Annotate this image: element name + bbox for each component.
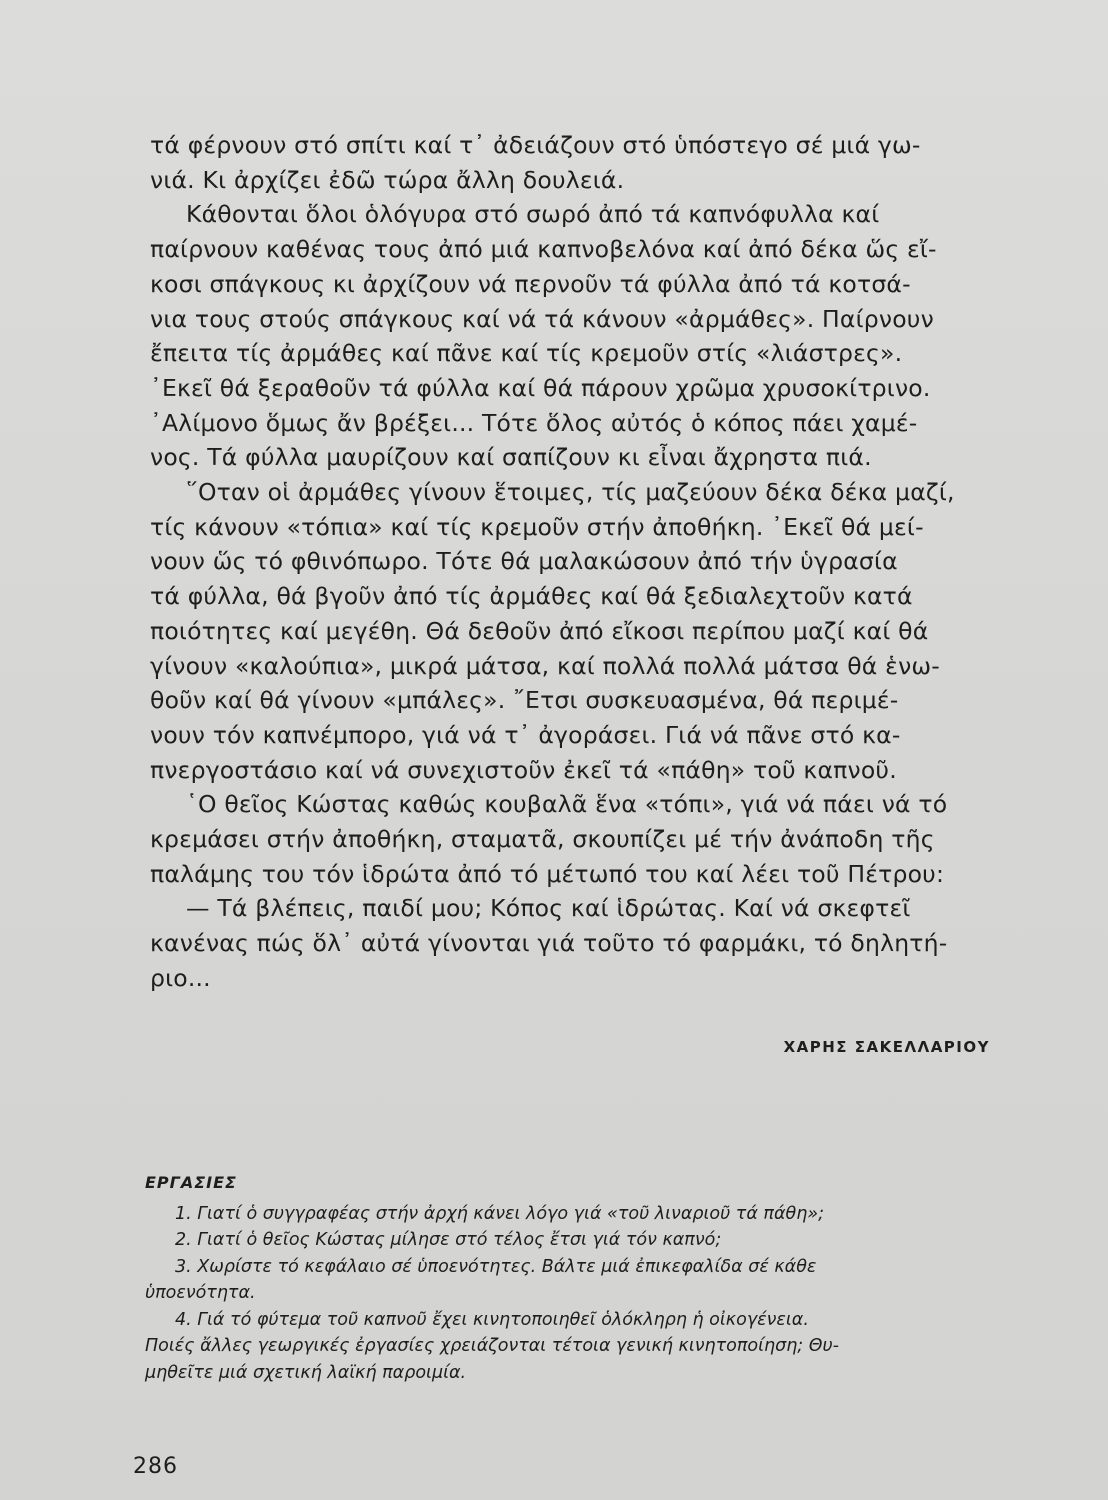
- exercise-line: 4. Γιά τό φύτεμα τοῦ καπνοῦ ἔχει κινητοποιηθεῖ ὁλόκληρη ἡ οἰκογένεια.: [175, 1309, 809, 1330]
- text-line: ριο...: [150, 963, 211, 992]
- text-line: Κάθονται ὅλοι ὁλόγυρα στό σωρό ἀπό τά καπνόφυλλα καί: [186, 200, 880, 229]
- author-signature: ΧΑΡΗΣ ΣΑΚΕΛΛΑΡΙΟΥ: [783, 1038, 990, 1056]
- text-line: ἔπειτα τίς ἀρμάθες καί πᾶνε καί τίς κρεμοῦν στίς «λιάστρες».: [150, 339, 903, 368]
- text-line: πνεργοστάσιο καί νά συνεχιστοῦν ἐκεῖ τά «πάθη» τοῦ καπνοῦ.: [150, 755, 897, 784]
- exercise-item: [145, 1201, 995, 1228]
- text-line: ῾Ο θεῖος Κώστας καθώς κουβαλᾶ ἕνα «τόπι», γιά νά πάει νά τό: [186, 790, 948, 819]
- text-line: παλάμης του τόν ἱδρώτα ἀπό τό μέτωπό του καί λέει τοῦ Πέτρου:: [150, 859, 945, 888]
- exercise-line: 1. Γιατί ὁ συγγραφέας στήν ἀρχή κάνει λόγο γιά «τοῦ λιναριοῦ τά πάθη»;: [175, 1203, 824, 1224]
- exercises-section: [145, 1170, 995, 1386]
- exercise-line: 3. Χωρίστε τό κεφάλαιο σέ ὑποενότητες. Βάλτε μιά ἐπικεφαλίδα σέ κάθε: [175, 1256, 817, 1277]
- exercises-title: ΕΡΓΑΣΙΕΣ: [145, 1173, 237, 1192]
- paragraph: [150, 128, 996, 197]
- text-line: κρεμάσει στήν ἀποθήκη, σταματᾶ, σκουπίζει μέ τήν ἀνάποδη τῆς: [150, 825, 935, 854]
- text-line: νια τους στούς σπάγκους καί νά τά κάνουν «ἀρμάθες». Παίρνουν: [150, 304, 934, 333]
- text-line: κανένας πώς ὅλ᾽ αὐτά γίνονται γιά τοῦτο τό φαρμάκι, τό δηλητή-: [150, 929, 948, 958]
- paragraph: [150, 787, 996, 891]
- text-line: νουν ὥς τό φθινόπωρο. Τότε θά μαλακώσουν ἀπό τήν ὑγρασία: [150, 547, 898, 576]
- text-line: τίς κάνουν «τόπια» καί τίς κρεμοῦν στήν ἀποθήκη. ᾽Εκεῖ θά μεί-: [150, 512, 924, 541]
- text-line: νιά. Κι ἀρχίζει ἐδῶ τώρα ἄλλη δουλειά.: [150, 165, 625, 194]
- exercise-item: [145, 1307, 995, 1387]
- text-line: ᾽Εκεῖ θά ξεραθοῦν τά φύλλα καί θά πάρουν χρῶμα χρυσοκίτρινο.: [150, 373, 931, 402]
- text-line: γίνουν «καλούπια», μικρά μάτσα, καί πολλά πολλά μάτσα θά ἑνω-: [150, 651, 940, 680]
- text-line: τά φέρνουν στό σπίτι καί τ᾽ ἀδειάζουν στό ὑπόστεγο σέ μιά γω-: [150, 131, 921, 159]
- exercise-line: Ποιές ἄλλες γεωργικές ἐργασίες χρειάζονται τέτοια γενική κινητοποίηση; Θυ-: [145, 1336, 839, 1356]
- text-line: ῞Οταν οἱ ἀρμάθες γίνουν ἕτοιμες, τίς μαζεύουν δέκα δέκα μαζί,: [186, 478, 955, 507]
- text-line: θοῦν καί θά γίνουν «μπάλες». ῎Ετσι συσκευασμένα, θά περιμέ-: [150, 686, 899, 715]
- text-line: παίρνουν καθένας τους ἀπό μιά καπνοβελόνα καί ἀπό δέκα ὥς εἴ-: [150, 235, 937, 264]
- text-line: — Τά βλέπεις, παιδί μου; Κόπος καί ἱδρώτας. Καί νά σκεφτεῖ: [186, 894, 911, 923]
- exercise-item: [145, 1227, 995, 1254]
- story-text: [150, 128, 996, 996]
- exercise-line: μηθεῖτε μιά σχετική λαϊκή παροιμία.: [145, 1362, 467, 1383]
- exercise-line: 2. Γιατί ὁ θεῖος Κώστας μίλησε στό τέλος ἔτσι γιά τόν καπνό;: [175, 1230, 722, 1250]
- paragraph: [150, 197, 996, 475]
- text-line: νος. Τά φύλλα μαυρίζουν καί σαπίζουν κι εἶναι ἄχρηστα πιά.: [150, 443, 872, 472]
- text-line: κοσι σπάγκους κι ἀρχίζουν νά περνοῦν τά φύλλα ἀπό τά κοτσά-: [150, 269, 911, 298]
- text-line: τά φύλλα, θά βγοῦν ἀπό τίς ἀρμάθες καί θά ξεδιαλεχτοῦν κατά: [150, 582, 913, 611]
- paragraph: [150, 475, 996, 787]
- exercise-line: ὑποενότητα.: [145, 1283, 256, 1303]
- text-line: νουν τόν καπνέμπορο, γιά νά τ᾽ ἀγοράσει. Γιά νά πᾶνε στό κα-: [150, 720, 901, 749]
- exercise-item: [145, 1254, 995, 1307]
- text-line: ποιότητες καί μεγέθη. Θά δεθοῦν ἀπό εἴκοσι περίπου μαζί καί θά: [150, 616, 929, 645]
- page-number: 286: [133, 1454, 178, 1479]
- text-line: ᾽Αλίμονο ὅμως ἄν βρέξει... Τότε ὅλος αὐτός ὁ κόπος πάει χαμέ-: [150, 408, 918, 437]
- paragraph: [150, 891, 996, 995]
